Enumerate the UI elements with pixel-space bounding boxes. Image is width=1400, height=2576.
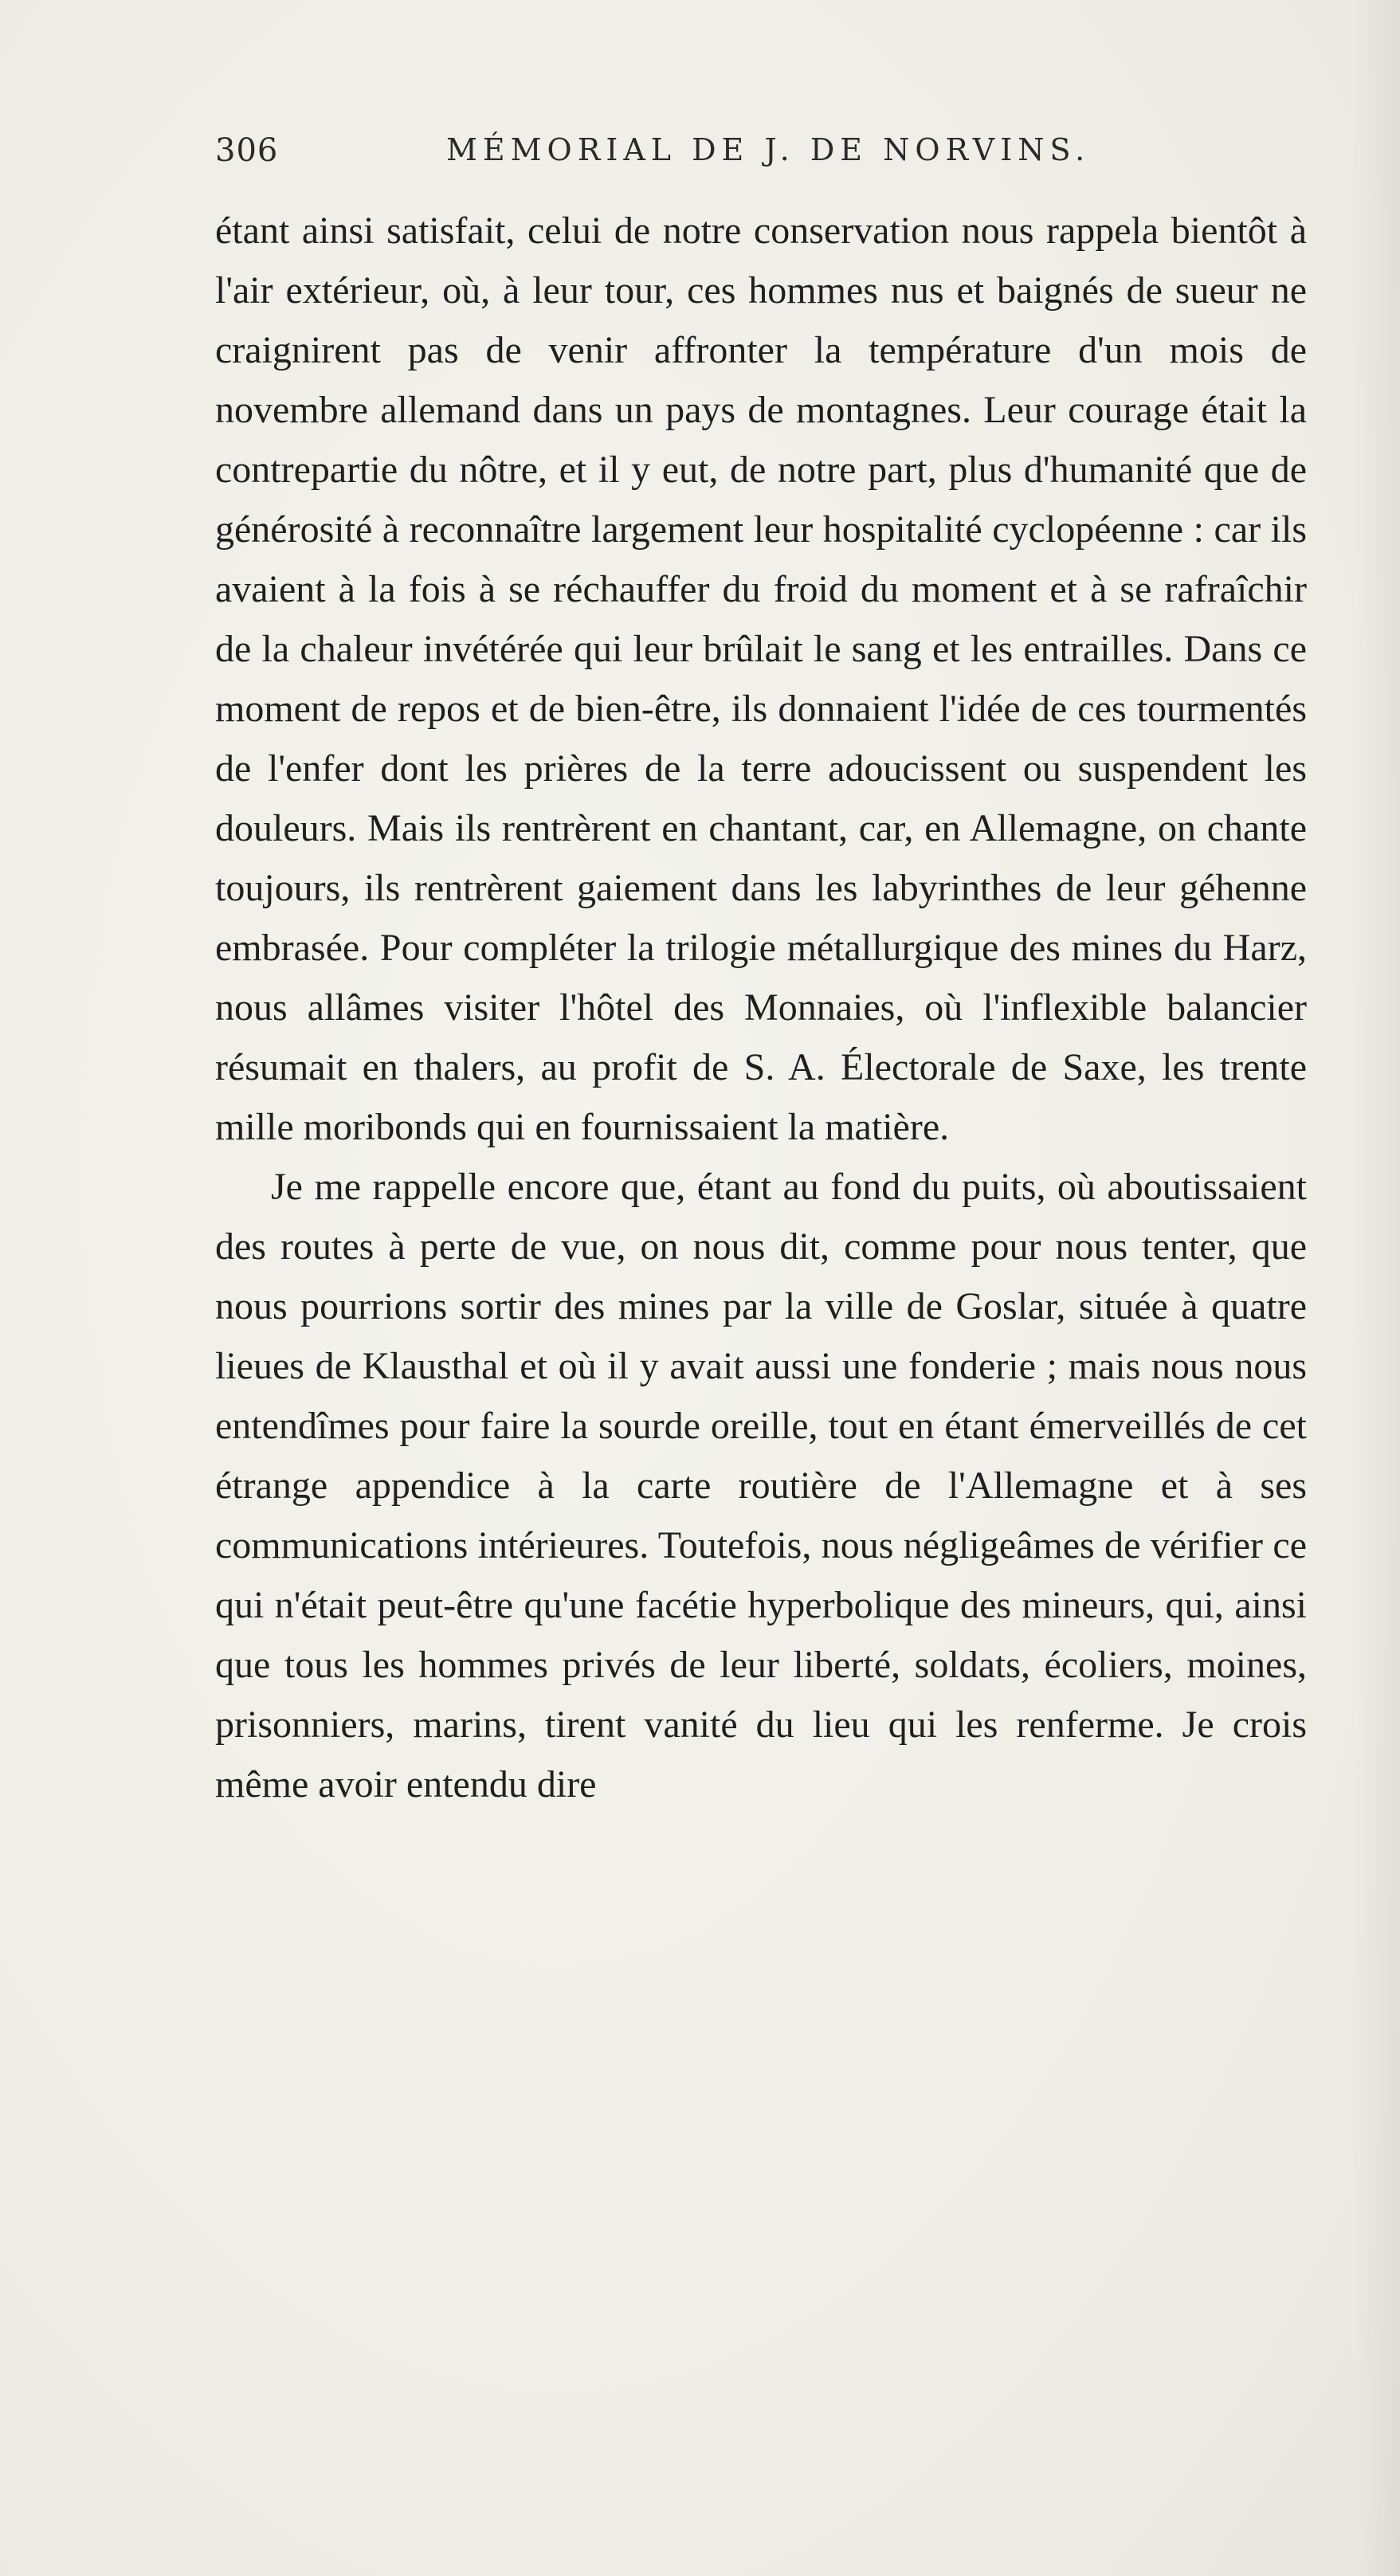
paragraph-2: Je me rappelle encore que, étant au fond du puits, où aboutissaient des routes à perte de vue, on nous dit, comme pour nous tenter, que nous pourrions sortir des mines par la ville de Goslar, située à quatre lieues de Klausthal et où il y avait aussi une fonderie ; mais nous nous entendîmes pour faire la sourde oreille, tout en étant émerveillés de cet étrange appendice à la carte routière de l'Allemagne et à ses communications intérieures. Toutefois, nous négligeâmes de vérifier ce qui n'était peut-être qu'une facétie hyperbolique des mineurs, qui, ainsi que tous les hommes privés de leur liberté, soldats, écoliers, moines, prisonniers, marins, tirent vanité du lieu qui les renferme. Je crois même avoir entendu dire: [215, 1166, 1307, 1806]
paragraph-1: étant ainsi satisfait, celui de notre conservation nous rappela bientôt à l'air extérieur, où, à leur tour, ces hommes nus et baignés de sueur ne craignirent pas de venir affronter la température d'un mois de novembre allemand dans un pays de montagnes. Leur courage était la contrepartie du nôtre, et il y eut, de notre part, plus d'humanité que de générosité à reconnaître largement leur hospitalité cyclopéenne : car ils avaient à la fois à se réchauffer du froid du moment et à se rafraîchir de la chaleur invétérée qui leur brûlait le sang et les entrailles. Dans ce moment de repos et de bien-être, ils donnaient l'idée de ces tourmentés de l'enfer dont les prières de la terre adoucissent ou suspendent les douleurs. Mais ils rentrèrent en chantant, car, en Allemagne, on chante toujours, ils rentrèrent gaiement dans les labyrinthes de leur géhenne embrasée. Pour compléter la trilogie métallurgique des mines du Harz, nous allâmes visiter l'hôtel des Monnaies, où l'inflexible balancier résumait en thalers, au profit de S. A. Électorale de Saxe, les trente mille moribonds qui en fournissaient la matière.: [215, 210, 1307, 1148]
page-number: 306: [215, 132, 279, 169]
running-title: MÉMORIAL DE J. DE NORVINS.: [446, 132, 1091, 167]
running-header: [215, 127, 1307, 183]
page-edge-shadow: [1352, 0, 1400, 2576]
body-text: [215, 201, 1307, 1814]
